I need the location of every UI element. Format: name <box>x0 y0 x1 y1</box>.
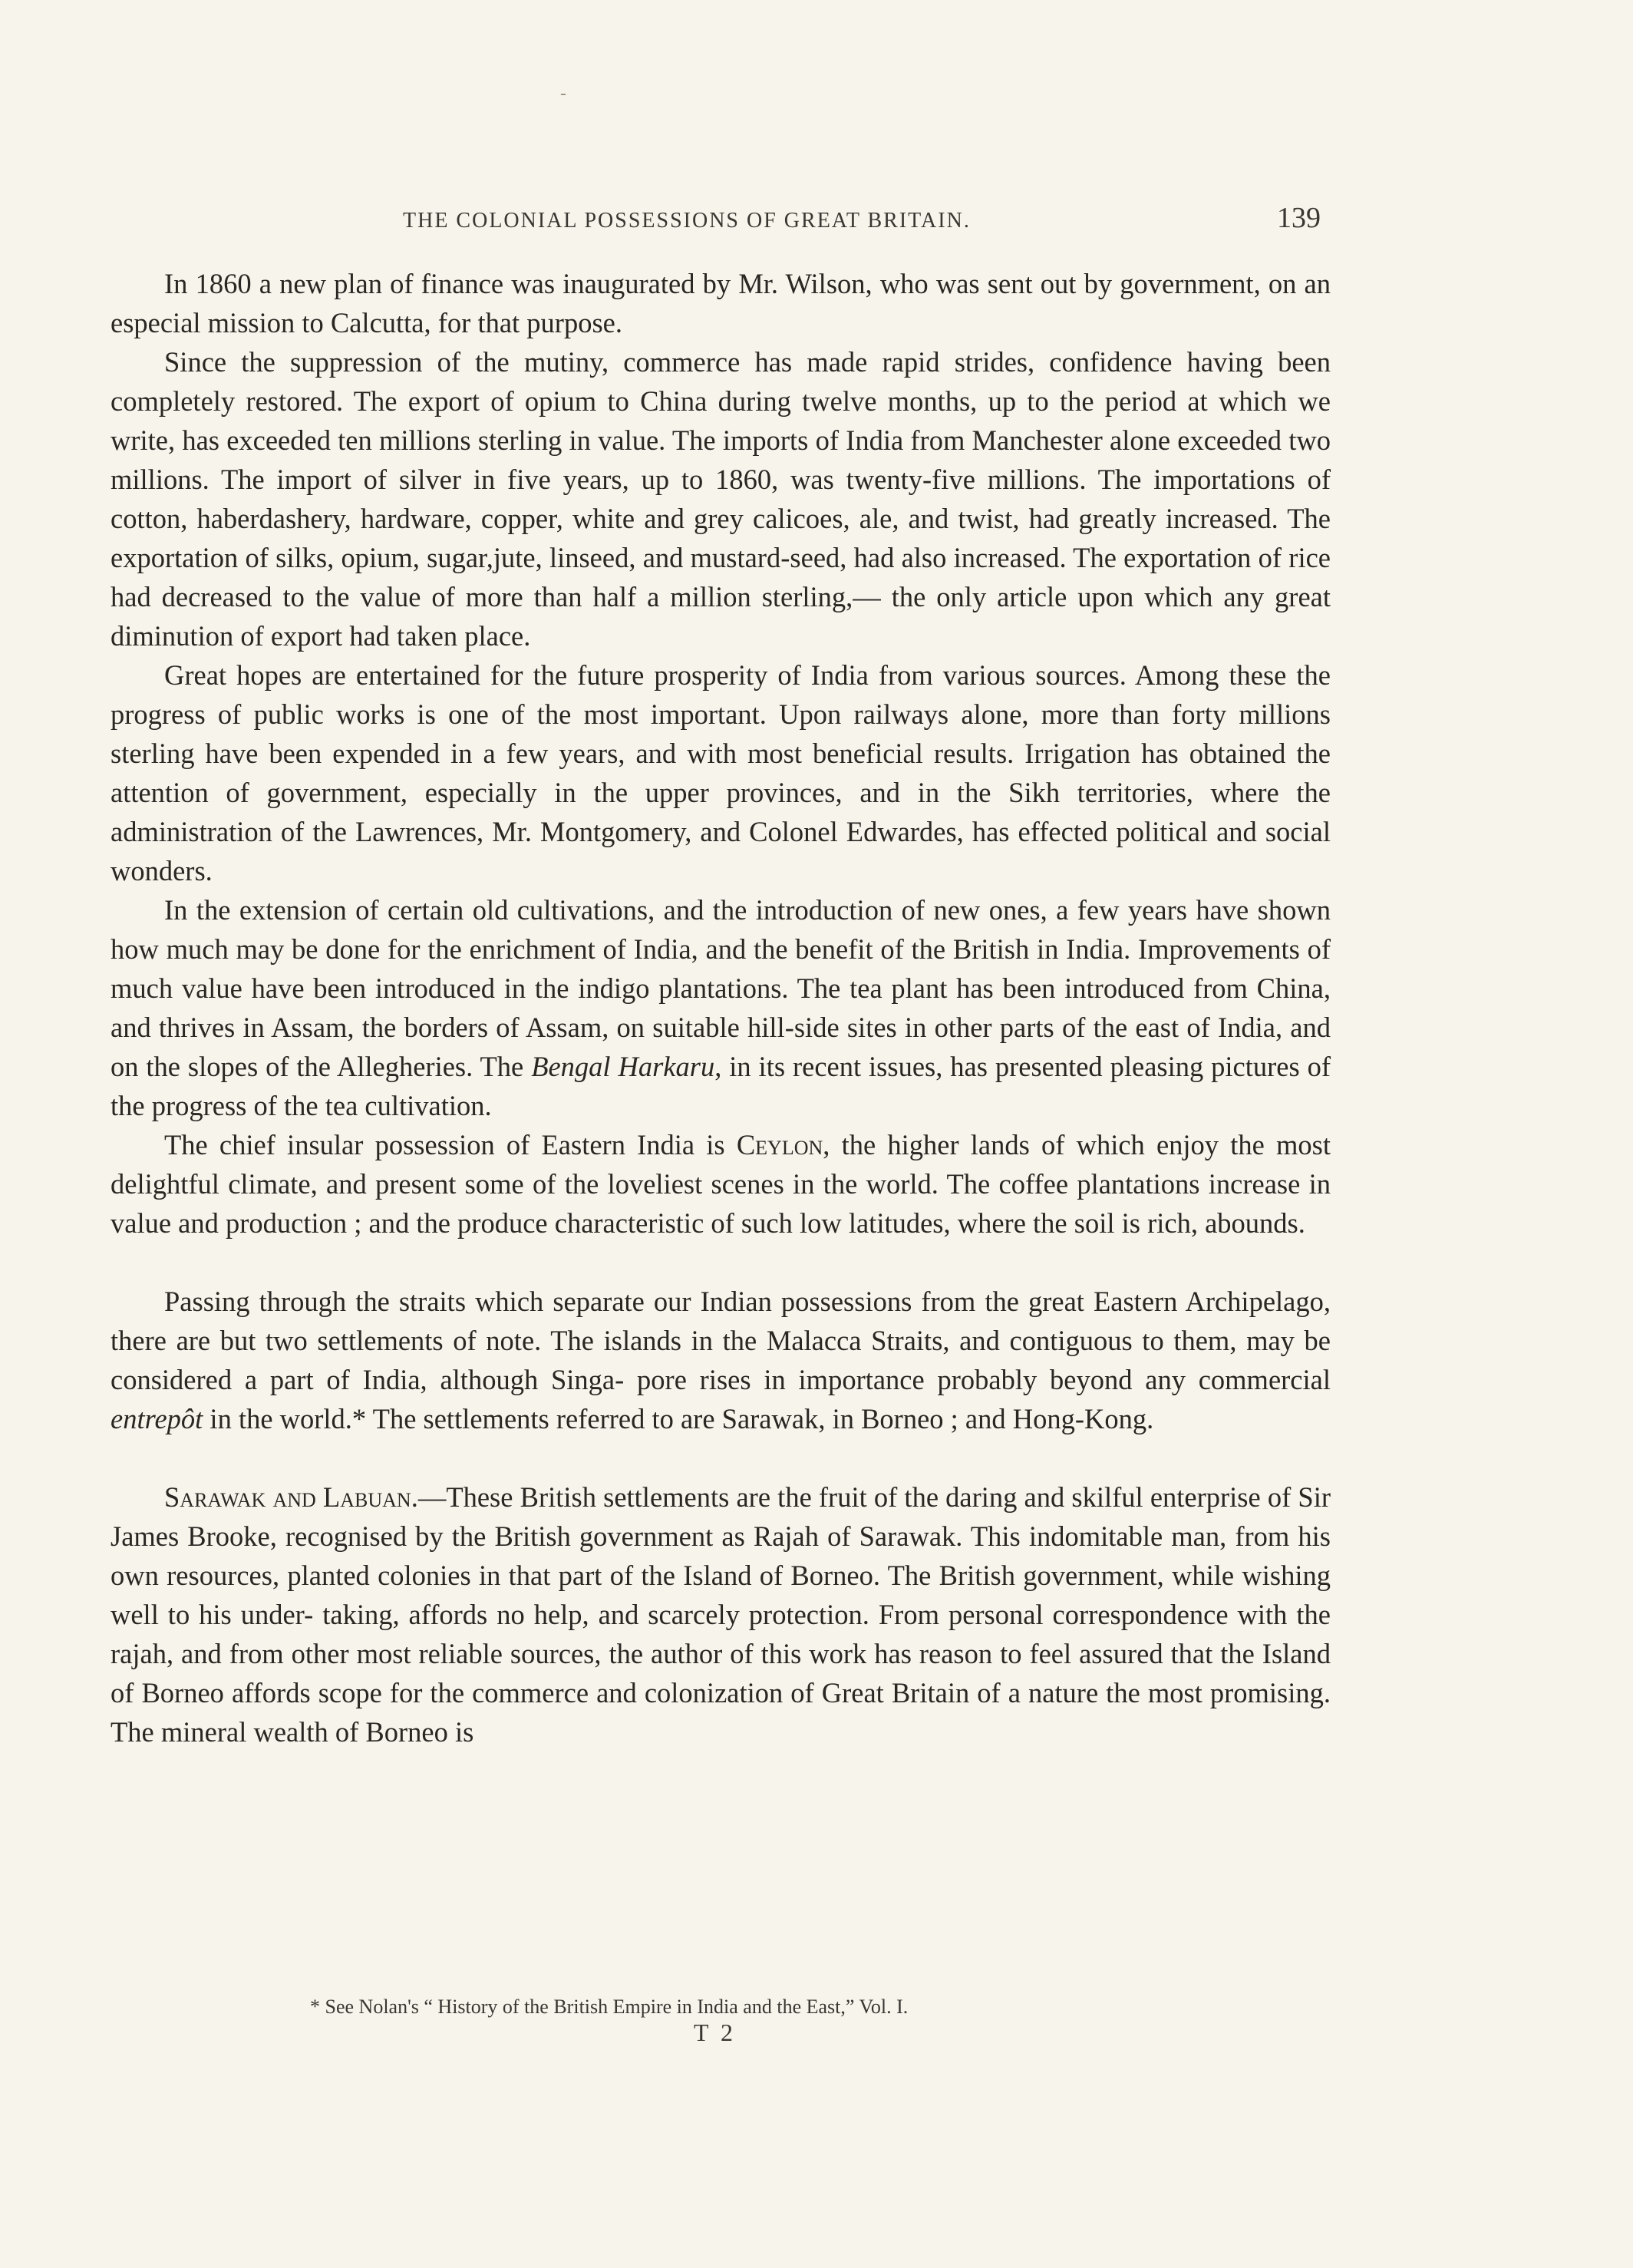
body-text <box>111 264 1331 1751</box>
paragraph-text: Great hopes are entertained for the future prosperity of India from various sources. Among these the progress of public works is one of the most important. Upon railways alone, more than forty millions sterling have been expended in a few years, and with most beneficial results. Irrigation has obtained the attention of government, especially in the upper provinces, and in the Sikh territories, where the administration of the Lawrences, Mr. Montgomery, and Colonel Edwardes, has effected political and social wonders. <box>111 659 1331 886</box>
signature-mark: T 2 <box>694 2019 736 2046</box>
paragraph-straits <box>111 1282 1331 1438</box>
paragraph-text: in the world.* The settlements referred to are Sarawak, in Borneo ; and Hong-Kong. <box>203 1403 1154 1434</box>
top-mark: - <box>560 84 566 104</box>
newspaper-title: Bengal Harkaru <box>531 1051 715 1082</box>
place-name: Ceylon <box>736 1129 823 1160</box>
paragraph-text: In 1860 a new plan of finance was inaugurated by Mr. Wilson, who was sent out by government, on an especial mission to Calcutta, for that purpose. <box>111 268 1331 338</box>
footnote: * See Nolan's “ History of the British Empire in India and the East,” Vol. I. <box>310 1996 909 2018</box>
paragraph-sarawak <box>111 1477 1331 1751</box>
paragraph-public-works <box>111 655 1331 890</box>
paragraph-text: , the higher lands of which enjoy the most delightful climate, and present some of the loveliest scenes in the world. The coffee plantations increase in value and production ; and the produce characteristic of such low latitudes, where the soil is rich, abounds. <box>111 1129 1331 1239</box>
paragraph-text: Passing through the straits which separate our Indian possessions from the great Eastern Archipelago, there are but two settlements of note. The islands in the Malacca Straits, and contiguous to them, may be considered a part of India, although Singa- pore rises in importance probably beyond any commercial <box>111 1286 1331 1395</box>
paragraph-ceylon <box>111 1125 1331 1243</box>
page-number: 139 <box>1277 202 1321 234</box>
section-heading: Sarawak and Labuan <box>164 1481 411 1513</box>
paragraph-text: The chief insular possession of Eastern India is <box>164 1129 737 1160</box>
paragraph-cultivations <box>111 890 1331 1125</box>
paragraph-text: , in its recent issues, has presented pleasing pictures of the progress of the tea cultivation. <box>111 1051 1331 1121</box>
paragraph-text: Since the suppression of the mutiny, commerce has made rapid strides, confidence having been completely restored. The export of opium to China during twelve months, up to the period at which we write, has exceeded ten millions sterling in value. The imports of India from Manchester alone exceeded two millions. The import of silver in five years, up to 1860, was twenty-five millions. The importations of cotton, haberdashery, hardware, copper, white and grey calicoes, ale, and twist, had greatly increased. The exportation of silks, opium, sugar,jute, linseed, and mustard-seed, had also increased. The exportation of rice had decreased to the value of more than half a million sterling,— the only article upon which any great diminution of export had taken place. <box>111 346 1331 652</box>
paragraph-text: .—These British settlements are the fruit of the daring and skilful enterprise of Sir James Brooke, recognised by the British government as Rajah of Sarawak. This indomitable man, from his own resources, planted colonies in that part of the Island of Borneo. The British government, while wishing well to his under- taking, affords no help, and scarcely protection. From personal correspondence with the rajah, and from other most reliable sources, the author of this work has reason to feel assured that the Island of Borneo affords scope for the commerce and colonization of Great Britain of a nature the most promising. The mineral wealth of Borneo is <box>111 1481 1331 1748</box>
paragraph-finance <box>111 264 1331 342</box>
paragraph-text: In the extension of certain old cultivations, and the introduction of new ones, a few years have shown how much may be done for the enrichment of India, and the benefit of the British in India. Improvements of much value have been introduced in the indigo plantations. The tea plant has been introduced from China, and thrives in Assam, the borders of Assam, on suitable hill-side sites in other parts of the east of India, and on the slopes of the Allegheries. The <box>111 894 1331 1082</box>
paragraph-commerce <box>111 342 1331 655</box>
running-head: THE COLONIAL POSSESSIONS OF GREAT BRITAIN. <box>403 209 971 233</box>
italic-term: entrepôt <box>111 1403 203 1434</box>
